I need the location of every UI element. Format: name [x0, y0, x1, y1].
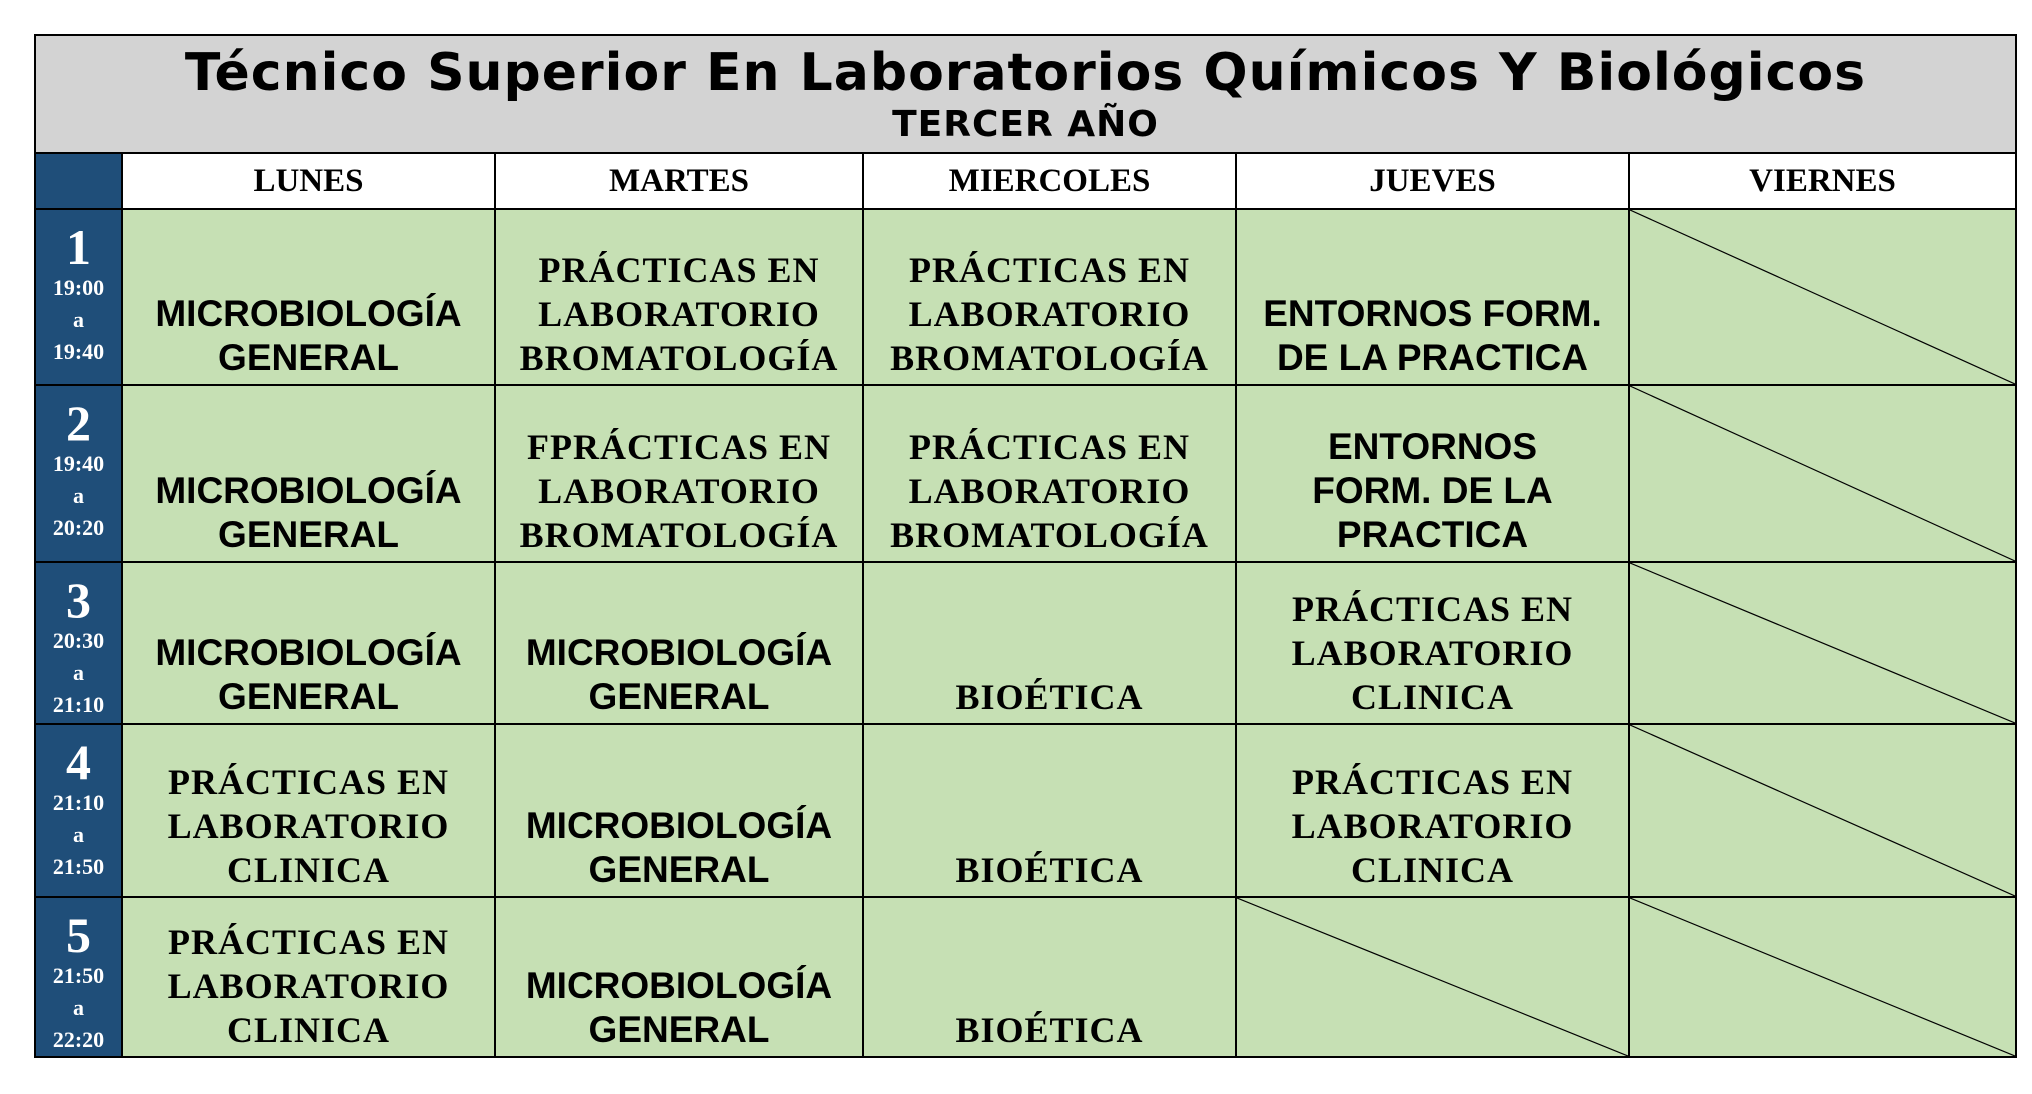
subject-line: PRÁCTICAS EN — [1291, 589, 1574, 629]
subject-line: CLINICA — [1350, 677, 1515, 717]
subject-cell — [496, 563, 864, 725]
subject-line: LABORATORIO — [538, 294, 820, 334]
day-header-miercoles: MIERCOLES — [864, 154, 1237, 210]
subject-line: PRÁCTICAS EN — [908, 427, 1191, 467]
subject-line: GENERAL — [588, 849, 770, 890]
empty-slash — [1630, 210, 2015, 384]
subject-line: LABORATORIO — [167, 806, 450, 846]
subject-line: PRÁCTICAS EN — [167, 762, 450, 802]
subject-cell — [123, 898, 496, 1056]
empty-slash — [1630, 386, 2015, 561]
slot-sep: a — [73, 995, 84, 1020]
subject-cell — [496, 725, 864, 898]
subject-line: FPRÁCTICAS EN — [526, 427, 832, 467]
subject-cell — [496, 898, 864, 1056]
subject-line: ENTORNOS FORM. — [1263, 293, 1602, 334]
subject-line: GENERAL — [588, 676, 770, 717]
subject-line: CLINICA — [226, 1010, 391, 1050]
subject-line: CLINICA — [1350, 850, 1515, 890]
subject-cell — [496, 210, 864, 386]
empty-cell — [1630, 386, 2015, 563]
time-slot-5 — [36, 898, 123, 1056]
day-header-jueves: JUEVES — [1237, 154, 1630, 210]
slot-sep: a — [73, 307, 84, 332]
empty-slash — [1630, 725, 2015, 896]
empty-cell — [1630, 210, 2015, 386]
subject-line: BROMATOLOGÍA — [519, 338, 839, 378]
subject-cell — [864, 386, 1237, 563]
subject-line: LABORATORIO — [538, 471, 820, 511]
subject-line: BIOÉTICA — [955, 677, 1144, 717]
subject-line: ENTORNOS — [1327, 426, 1537, 467]
empty-slash — [1630, 898, 2015, 1056]
subject-cell — [123, 563, 496, 725]
subject-line: PRÁCTICAS EN — [908, 250, 1191, 290]
time-slot-2 — [36, 386, 123, 563]
slot-sep: a — [73, 483, 84, 508]
subject-line: MICROBIOLOGÍA — [155, 632, 462, 673]
slot-end: 20:20 — [52, 515, 105, 540]
subject-cell — [864, 725, 1237, 898]
empty-cell — [1630, 898, 2015, 1056]
subject-line: GENERAL — [218, 337, 399, 378]
empty-cell — [1630, 563, 2015, 725]
slot-sep: a — [73, 660, 84, 685]
time-slot-1 — [36, 210, 123, 386]
day-header-viernes: VIERNES — [1630, 154, 2015, 210]
subject-line: PRÁCTICAS EN — [167, 922, 450, 962]
empty-cell — [1237, 898, 1630, 1056]
subject-line: PRACTICA — [1336, 514, 1529, 555]
subject-line: BROMATOLOGÍA — [890, 338, 1209, 378]
subject-line: CLINICA — [226, 850, 391, 890]
subject-line: MICROBIOLOGÍA — [155, 470, 462, 511]
time-slot-3 — [36, 563, 123, 725]
slot-num: 2 — [66, 395, 91, 451]
subject-line: LABORATORIO — [1291, 633, 1574, 673]
subject-cell — [1237, 725, 1630, 898]
slot-start: 21:10 — [52, 790, 105, 815]
subject-line: BIOÉTICA — [955, 850, 1144, 890]
subject-cell — [864, 898, 1237, 1056]
slot-num: 4 — [66, 734, 91, 790]
subject-line: MICROBIOLOGÍA — [525, 965, 833, 1006]
subject-cell — [864, 563, 1237, 725]
subject-line: GENERAL — [588, 1009, 770, 1050]
slot-end: 22:20 — [52, 1027, 105, 1052]
subject-line: FORM. DE LA — [1312, 470, 1553, 511]
subject-line: MICROBIOLOGÍA — [525, 632, 833, 673]
slot-start: 21:50 — [52, 963, 105, 988]
slot-end: 21:50 — [52, 854, 105, 879]
subject-line: LABORATORIO — [908, 294, 1191, 334]
empty-slash — [1630, 563, 2015, 723]
subject-line: MICROBIOLOGÍA — [155, 293, 462, 334]
slot-start: 19:40 — [52, 451, 105, 476]
subject-cell — [1237, 563, 1630, 725]
subject-line: LABORATORIO — [1291, 806, 1574, 846]
slot-num: 1 — [66, 219, 91, 275]
day-header-martes: MARTES — [496, 154, 864, 210]
subject-cell — [123, 725, 496, 898]
page-title: Técnico Superior En Laboratorios Químicos Y Biológicos — [184, 43, 1867, 103]
slot-start: 20:30 — [52, 628, 105, 653]
subject-line: MICROBIOLOGÍA — [525, 805, 833, 846]
subject-cell — [1237, 210, 1630, 386]
slot-sep: a — [73, 822, 84, 847]
schedule-table — [34, 34, 2017, 1058]
subject-line: BROMATOLOGÍA — [519, 515, 839, 555]
slot-num: 5 — [66, 907, 91, 963]
subject-line: BROMATOLOGÍA — [890, 515, 1209, 555]
subject-line: BIOÉTICA — [955, 1010, 1144, 1050]
subject-line: GENERAL — [218, 514, 399, 555]
slot-num: 3 — [66, 572, 91, 628]
subject-line: LABORATORIO — [167, 966, 450, 1006]
time-slot-4 — [36, 725, 123, 898]
empty-slash — [1237, 898, 1628, 1056]
subject-cell — [123, 210, 496, 386]
subject-line: PRÁCTICAS EN — [1291, 762, 1574, 802]
subject-cell — [864, 210, 1237, 386]
slot-start: 19:00 — [52, 275, 105, 300]
subject-line: GENERAL — [218, 676, 399, 717]
subject-line: LABORATORIO — [908, 471, 1191, 511]
subject-line: DE LA PRACTICA — [1276, 337, 1589, 378]
page-subtitle: TERCER AÑO — [892, 104, 1159, 145]
slot-end: 19:40 — [52, 339, 105, 364]
subject-line: PRÁCTICAS EN — [538, 250, 820, 290]
subject-cell — [1237, 386, 1630, 563]
day-header-lunes: LUNES — [123, 154, 496, 210]
subject-cell — [496, 386, 864, 563]
schedule-header — [36, 36, 2015, 154]
slot-end: 21:10 — [52, 692, 105, 717]
header-corner — [36, 154, 123, 210]
empty-cell — [1630, 725, 2015, 898]
subject-cell — [123, 386, 496, 563]
